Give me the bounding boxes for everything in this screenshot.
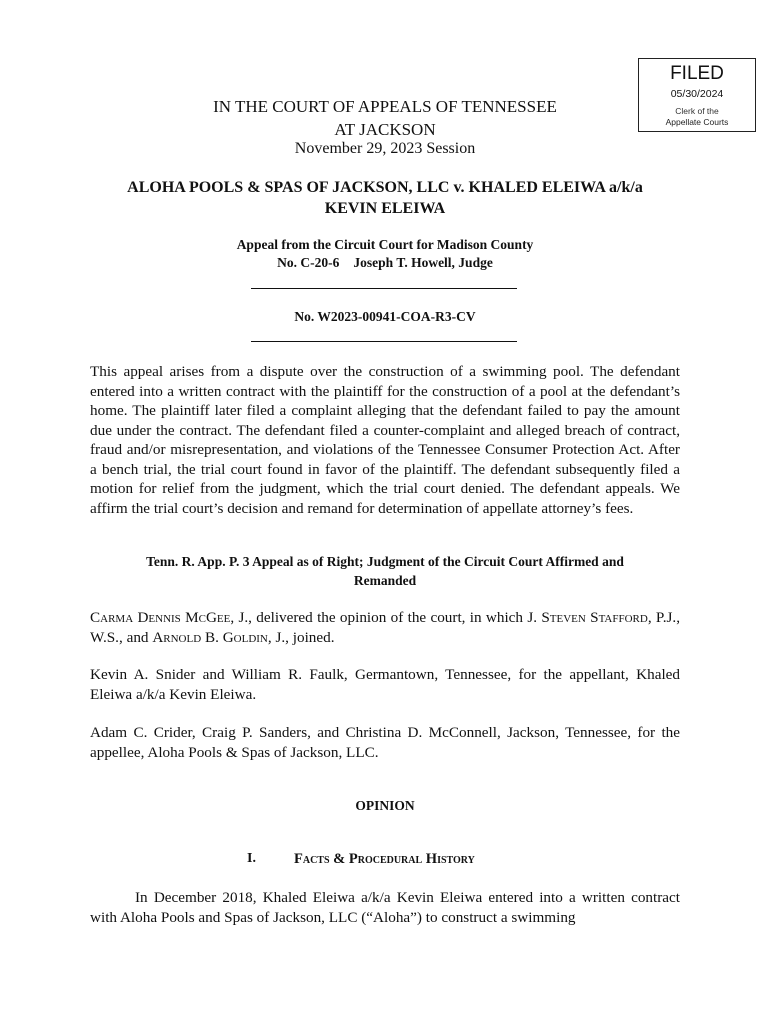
divider-bottom bbox=[251, 341, 517, 342]
docket-number: No. W2023-00941-COA-R3-CV bbox=[294, 309, 476, 324]
author-text2: , P.J., W.S., and bbox=[90, 609, 680, 646]
court-heading bbox=[90, 95, 680, 141]
panel-judge-2: Arnold B. Goldin bbox=[152, 628, 268, 646]
court-name: IN THE COURT OF APPEALS OF TENNESSEE bbox=[213, 97, 557, 116]
court-location: AT JACKSON bbox=[334, 120, 436, 139]
author-name: Carma Dennis McGee bbox=[90, 609, 231, 626]
trial-judge: Joseph T. Howell, Judge bbox=[353, 255, 493, 270]
section-title: Facts & Procedural History bbox=[294, 851, 475, 867]
section-number: I. bbox=[247, 851, 256, 866]
stamp-label: FILED bbox=[670, 63, 724, 84]
disposition bbox=[90, 552, 680, 590]
authoring-statement bbox=[90, 608, 680, 647]
disposition-line1: Tenn. R. App. P. 3 Appeal as of Right; Judgment of the Circuit Court Affirmed and bbox=[146, 554, 624, 569]
divider-top bbox=[251, 288, 517, 289]
author-text1: , J., delivered the opinion of the court, in which bbox=[230, 609, 528, 626]
body-paragraph: In December 2018, Khaled Eleiwa a/k/a Kevin Eleiwa entered into a written contract with Aloha Pools and Spas of Jackson, LLC (“Aloha”) to construct a swimming bbox=[90, 889, 680, 926]
case-summary: This appeal arises from a dispute over the construction of a swimming pool. The defendant entered into a written contract with the plaintiff for the construction of a pool at the defendant’s home. The plaintiff later filed a complaint alleging that the defendant failed to pay the amount due under the contract. The defendant filed a counter-complaint and alleged breach of contract, fraud and/or misrepresentation, and violations of the Tennessee Consumer Protection Act. After a bench trial, the trial court found in favor of the plaintiff. The defendant subsequently filed a motion for relief from the judgment, which the trial court denied. The defendant appeals. We affirm the trial court’s decision and remand for determination of appellate attorney’s fees. bbox=[90, 363, 680, 517]
trial-case-number: No. C-20-6 bbox=[277, 255, 340, 270]
opinion-heading: OPINION bbox=[355, 798, 415, 813]
session-date: November 29, 2023 Session bbox=[294, 140, 476, 157]
counsel-appellant: Kevin A. Snider and William R. Faulk, Germantown, Tennessee, for the appellant, Khaled Eleiwa a/k/a Kevin Eleiwa. bbox=[90, 666, 680, 703]
appeal-case-line bbox=[90, 254, 680, 272]
stamp-clerk-line2: Appellate Courts bbox=[665, 117, 729, 127]
panel-judge-1: J. Steven Stafford bbox=[527, 609, 648, 626]
case-caption bbox=[90, 177, 680, 219]
appeal-origin bbox=[90, 236, 680, 272]
caption-line1: ALOHA POOLS & SPAS OF JACKSON, LLC v. KHALED ELEIWA a/k/a bbox=[127, 179, 643, 196]
disposition-line2: Remanded bbox=[353, 573, 417, 588]
stamp-date: 05/30/2024 bbox=[670, 88, 724, 100]
caption-line2: KEVIN ELEIWA bbox=[324, 200, 446, 217]
author-text3: , J., joined. bbox=[267, 628, 335, 646]
stamp-clerk-line1: Clerk of the bbox=[675, 106, 719, 116]
counsel-appellee: Adam C. Crider, Craig P. Sanders, and Christina D. McConnell, Jackson, Tennessee, for the appellee, Aloha Pools & Spas of Jackson, LLC. bbox=[90, 724, 680, 761]
appeal-from: Appeal from the Circuit Court for Madison County bbox=[236, 237, 534, 252]
